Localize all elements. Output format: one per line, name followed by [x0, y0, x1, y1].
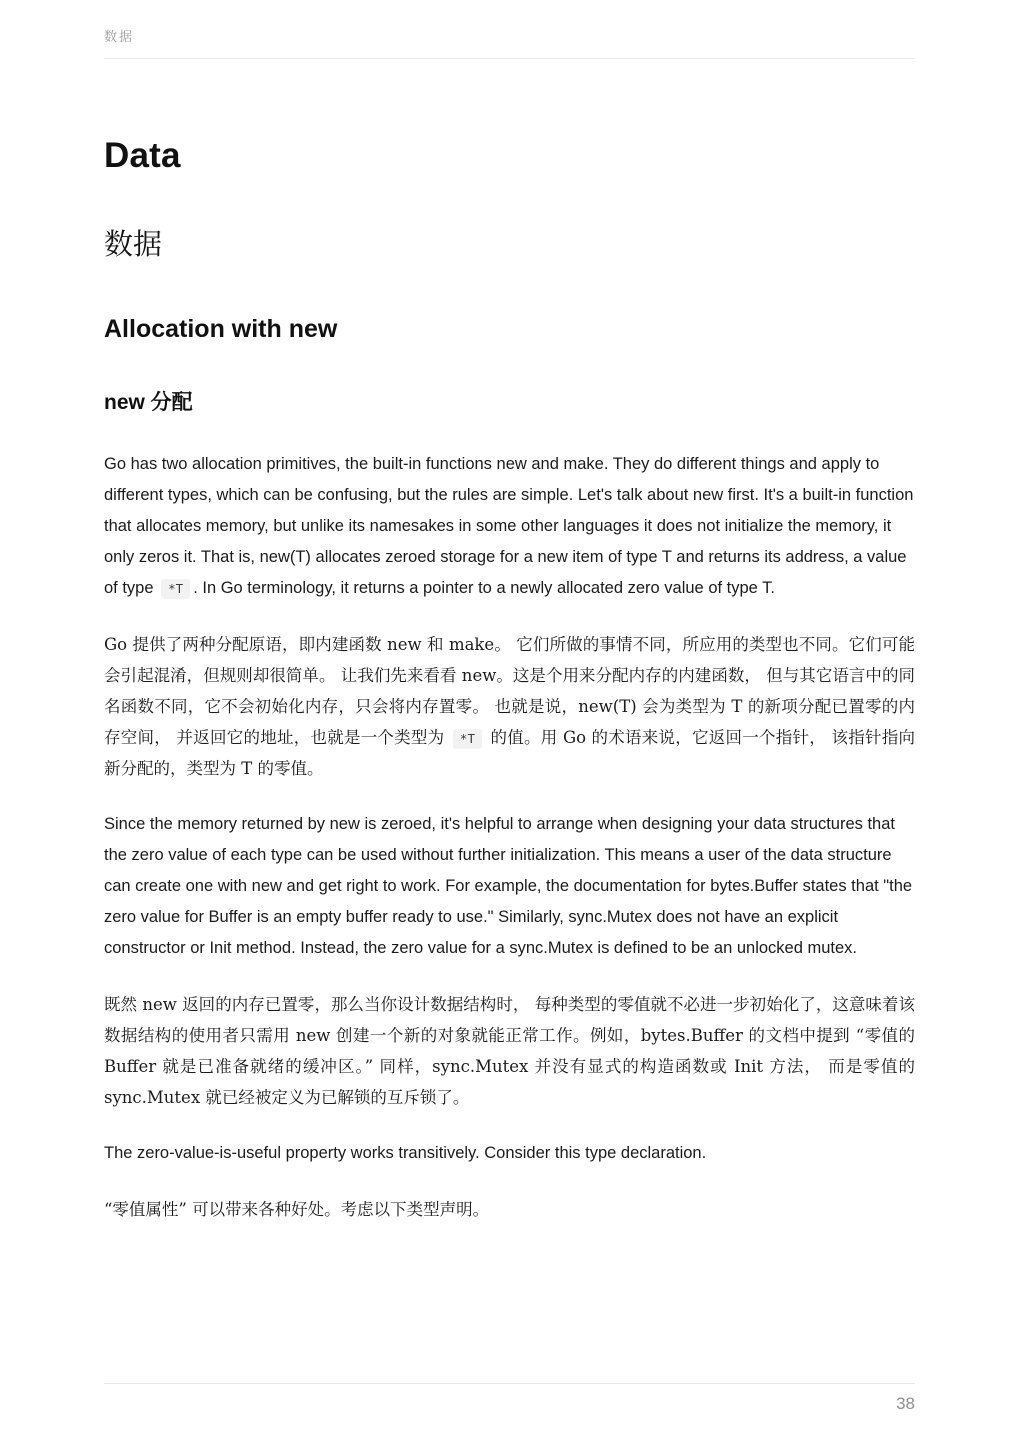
section-heading-zh: new 分配 [104, 390, 193, 414]
page-header [104, 0, 915, 59]
paragraph [104, 989, 915, 1113]
paragraph-text: 的值。用 Go 的术语来说，它返回一个指针， 该指针指向新分配的，类型为 T 的零值。 [104, 727, 915, 778]
paragraph [104, 449, 915, 604]
paragraph-text: Go has two allocation primitives, the built-in functions new and make. They do different things and apply to different types, which can be confusing, but the rules are simple. Let's talk about new first. It's a built-in function that allocates memory, but unlike its namesakes in some other languages it does not initialize the memory, it only zeros it. That is, new(T) allocates zeroed storage for a new item of type T and returns its address, a value of type [104, 454, 914, 597]
running-title: 数据 [104, 30, 135, 45]
paragraph-text: “零值属性” 可以带来各种好处。考虑以下类型声明。 [104, 1199, 490, 1219]
paragraphs [104, 424, 915, 1225]
section-heading-en: Allocation with new [104, 314, 338, 343]
paragraph-text: Since the memory returned by new is zeroed, it's helpful to arrange when designing your data structures that the zero value of each type can be used without further initialization. This means a user of the data structure can create one with new and get right to work. For example, the documentation for bytes.Buffer states that "the zero value for Buffer is an empty buffer ready to use." Similarly, sync.Mutex does not have an explicit constructor or Init method. Instead, the zero value for a sync.Mutex is defined to be an unlocked mutex. [104, 814, 913, 957]
page-footer [104, 1383, 915, 1440]
paragraph [104, 1138, 915, 1169]
paragraph [104, 1194, 915, 1225]
page-subtitle-zh: 数据 [104, 226, 163, 261]
paragraph [104, 809, 915, 964]
page-title: Data [104, 136, 181, 175]
page-number: 38 [896, 1394, 915, 1413]
paragraph-text: The zero-value-is-useful property works transitively. Consider this type declaration. [104, 1143, 707, 1162]
inline-code: *T [161, 579, 190, 599]
paragraph-text: . In Go terminology, it returns a pointer to a newly allocated zero value of type T. [193, 578, 775, 597]
paragraph-text: 既然 new 返回的内存已置零，那么当你设计数据结构时， 每种类型的零值就不必进一步初始化了，这意味着该数据结构的使用者只需用 new 创建一个新的对象就能正常工作。例如，bytes.Buffer 的文档中提到 “零值的 Buffer 就是已准备就绪的缓冲区。” 同样，sync.Mutex 并没有显式的构造函数或 Init 方法， 而是零值的 sync.Mutex 就已经被定义为已解锁的互斥锁了。 [104, 994, 915, 1107]
paragraph [104, 629, 915, 784]
inline-code: *T [453, 729, 482, 749]
paragraph-text: Go 提供了两种分配原语，即内建函数 new 和 make。 它们所做的事情不同，所应用的类型也不同。它们可能会引起混淆，但规则却很简单。 让我们先来看看 new。这是个用来分配内存的内建函数， 但与其它语言中的同名函数不同，它不会初始化内存，只会将内存置零。 也就是说，new(T) 会为类型为 T 的新项分配已置零的内存空间， 并返回它的地址，也就是一个类型为 [104, 634, 915, 747]
